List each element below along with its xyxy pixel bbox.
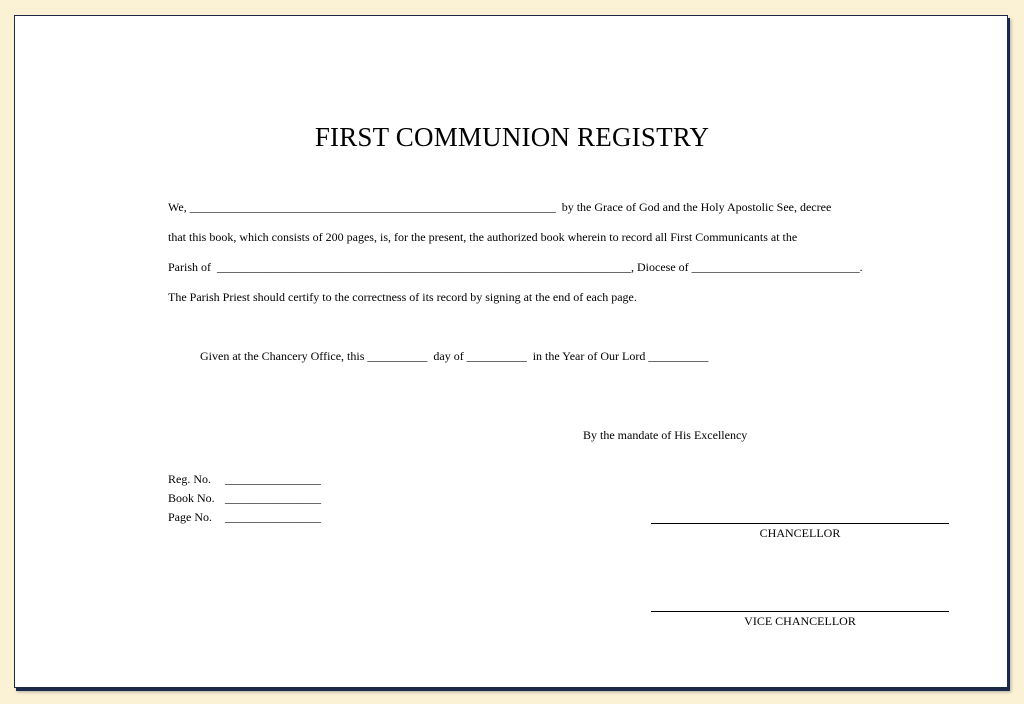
reg-no-blank: ________________ [225,472,321,486]
reg-no-field [168,472,321,487]
book-no-blank: ________________ [225,491,321,505]
book-no-label: Book No. [168,491,215,505]
page-no-label: Page No. [168,510,212,524]
paragraph-line-2: that this book, which consists of 200 pages, is, for the present, the authorized book wherein to record all First Communicants at the [168,230,798,244]
book-no-field [168,491,321,506]
reg-no-label: Reg. No. [168,472,211,486]
vice-chancellor-signature-line [651,611,949,612]
paragraph-line-1: We, _____________________________________________________________ by the Grace of God and the Holy Apostolic See, decree [168,200,832,214]
page-title: FIRST COMMUNION REGISTRY [314,122,710,152]
page-no-blank: ________________ [225,510,321,524]
chancellor-label: CHANCELLOR [759,526,841,540]
vice-chancellor-label: VICE CHANCELLOR [744,614,856,628]
paragraph-line-3: Parish of _____________________________________________________________________, Diocese of ____________________________. [168,260,863,274]
paragraph-line-4: The Parish Priest should certify to the correctness of its record by signing at the end of each page. [168,290,637,304]
chancellor-signature-line [651,523,949,524]
mandate-text: By the mandate of His Excellency [583,428,748,442]
page-no-field [168,510,321,525]
given-at-chancery-line: Given at the Chancery Office, this __________ day of __________ in the Year of Our Lord __________ [200,349,709,363]
